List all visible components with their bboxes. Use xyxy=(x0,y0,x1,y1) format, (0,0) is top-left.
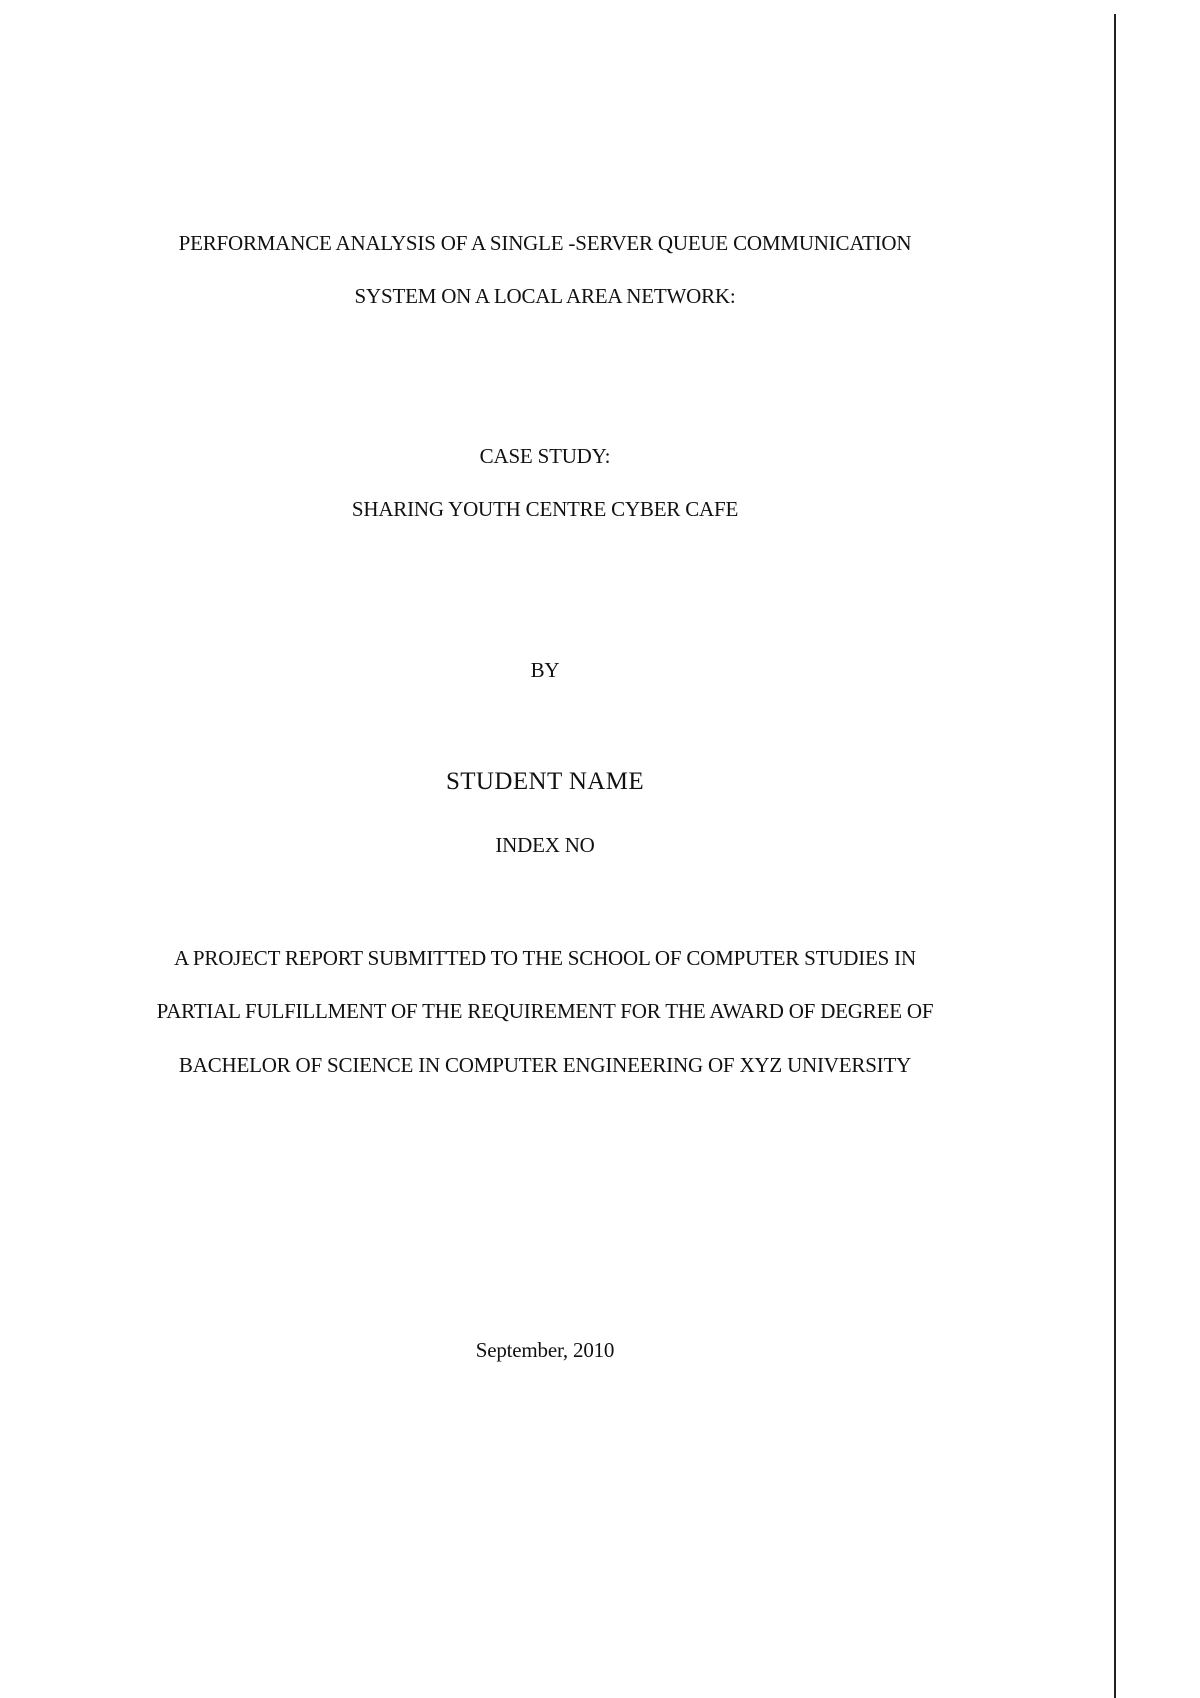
submission-line-1: A PROJECT REPORT SUBMITTED TO THE SCHOOL OF COMPUTER STUDIES IN xyxy=(174,946,916,970)
submission-line-3: BACHELOR OF SCIENCE IN COMPUTER ENGINEERING OF XYZ UNIVERSITY xyxy=(178,1053,912,1077)
by-label: BY xyxy=(530,658,560,682)
page-edge-rule xyxy=(1114,14,1116,1698)
case-study-heading: CASE STUDY: xyxy=(479,444,611,468)
title-line-2: SYSTEM ON A LOCAL AREA NETWORK: xyxy=(354,284,736,308)
submission-date: September, 2010 xyxy=(475,1338,615,1362)
case-study-subject: SHARING YOUTH CENTRE CYBER CAFE xyxy=(351,497,739,521)
submission-line-2: PARTIAL FULFILLMENT OF THE REQUIREMENT FOR THE AWARD OF DEGREE OF xyxy=(156,999,934,1023)
index-number: INDEX NO xyxy=(495,833,595,857)
title-line-1: PERFORMANCE ANALYSIS OF A SINGLE -SERVER QUEUE COMMUNICATION xyxy=(178,231,912,255)
student-name: STUDENT NAME xyxy=(445,768,645,795)
